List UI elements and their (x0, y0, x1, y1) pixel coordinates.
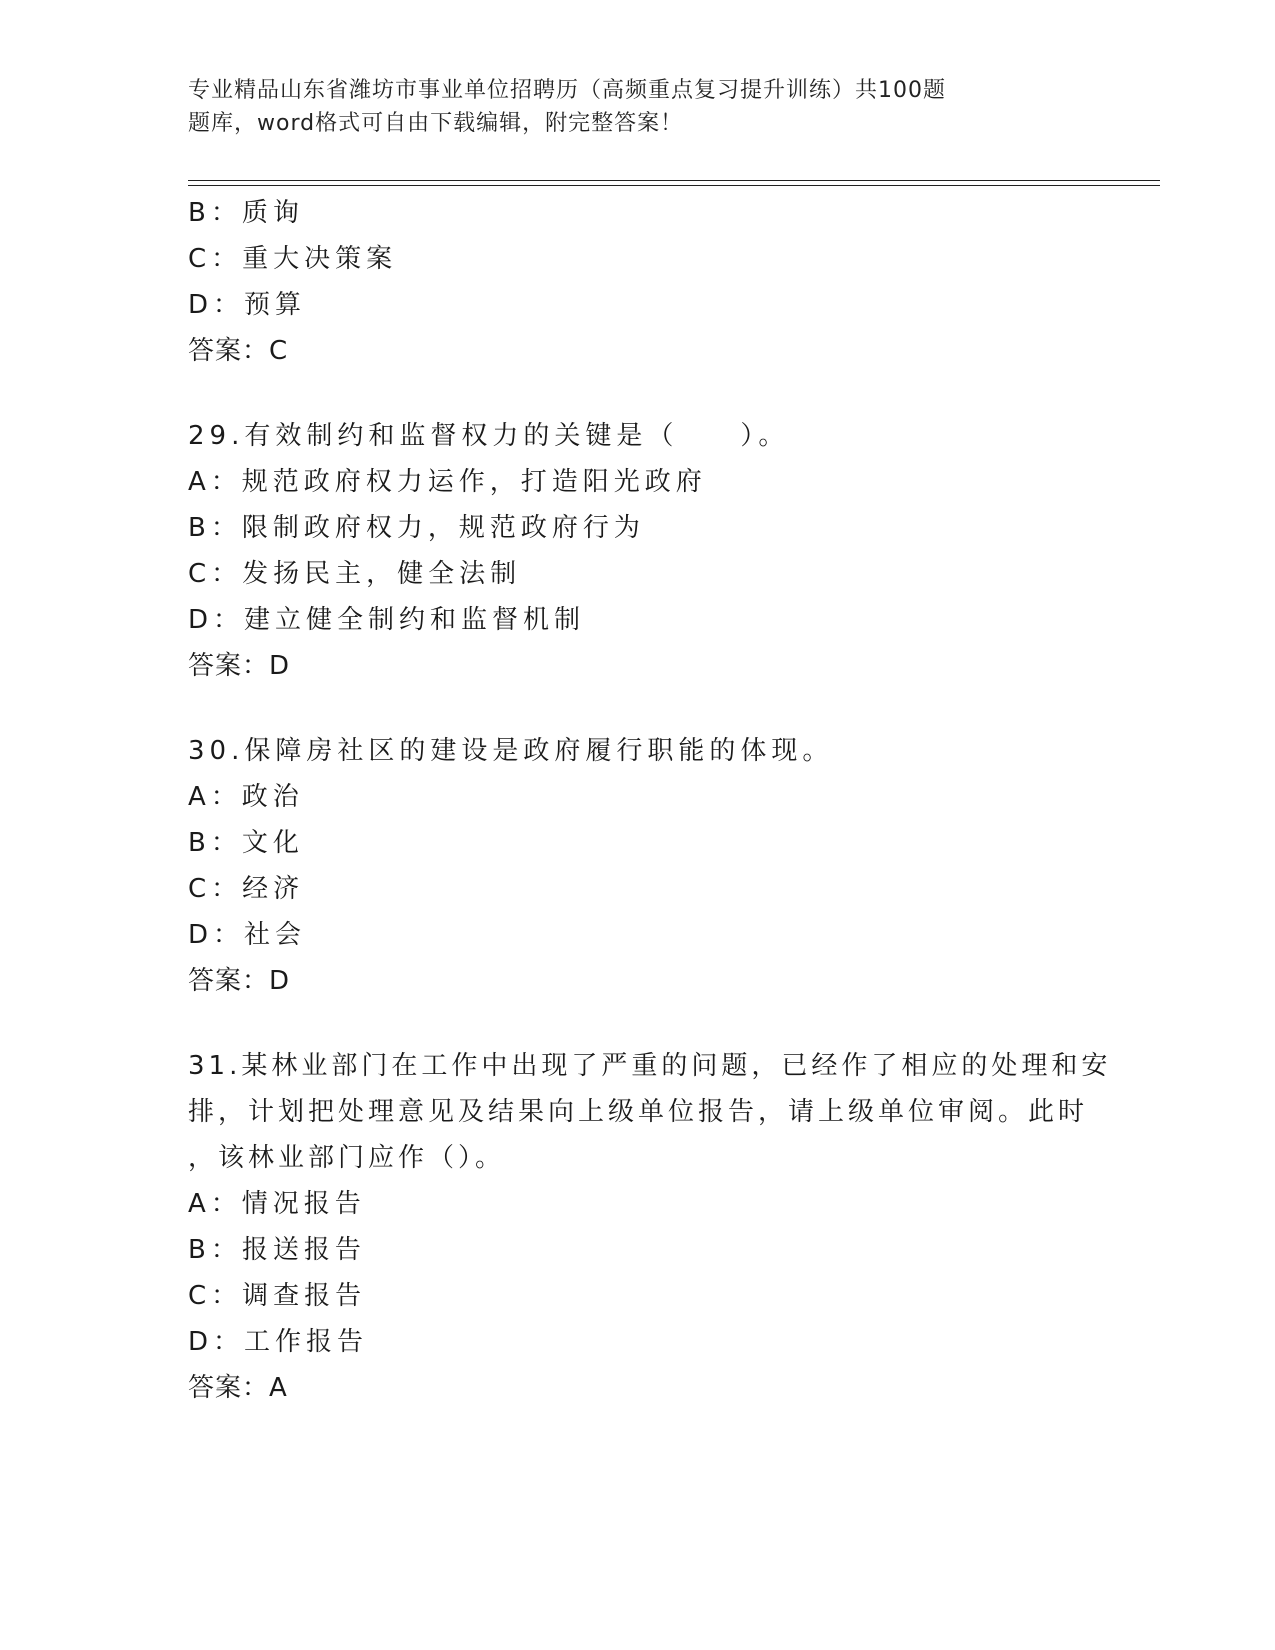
q31-question-line-1: 31.某林业部门在工作中出现了严重的问题，已经作了相应的处理和安 (188, 1051, 1112, 1081)
document-header (188, 74, 1028, 140)
q31-option-a: A：情况报告 (188, 1189, 366, 1219)
q31-option-d: D：工作报告 (188, 1327, 369, 1357)
q28-option-d: D：预算 (188, 290, 307, 320)
question-list (188, 190, 1112, 1411)
q31-option-b: B：报送报告 (188, 1235, 366, 1265)
q29-option-a: A：规范政府权力运作，打造阳光政府 (188, 467, 707, 497)
q31-question-line-2: 排，计划把处理意见及结果向上级单位报告，请上级单位审阅。此时 (188, 1097, 1089, 1127)
header-divider-top (188, 180, 1160, 181)
q31-question-line-3: ，该林业部门应作（）。 (188, 1143, 506, 1173)
q29-option-b: B：限制政府权力，规范政府行为 (188, 513, 645, 543)
q30-answer: 答案：D (188, 966, 291, 996)
q29-answer: 答案：D (188, 651, 291, 681)
q30-question: 30.保障房社区的建设是政府履行职能的体现。 (188, 736, 834, 766)
spacer (188, 374, 1088, 413)
q29-option-c: C：发扬民主，健全法制 (188, 559, 522, 589)
q30-option-a: A：政治 (188, 782, 304, 812)
q30-option-d: D：社会 (188, 920, 307, 950)
q28-option-b: B：质询 (188, 198, 304, 228)
q30-option-c: C：经济 (188, 874, 305, 904)
question-28-block (188, 190, 1088, 374)
question-30-block (188, 728, 1088, 1004)
q31-option-c: C：调查报告 (188, 1281, 367, 1311)
header-line-1: 专业精品山东省潍坊市事业单位招聘历（高频重点复习提升训练）共100题 (188, 78, 946, 103)
q29-question: 29.有效制约和监督权力的关键是（ ）。 (188, 421, 790, 451)
q29-option-d: D：建立健全制约和监督机制 (188, 605, 586, 635)
header-divider-bottom (188, 185, 1160, 186)
header-line-2: 题库，word格式可自由下载编辑，附完整答案！ (188, 111, 684, 136)
q28-option-c: C：重大决策案 (188, 244, 398, 274)
q31-answer: 答案：A (188, 1373, 288, 1403)
question-31-block (188, 1043, 1112, 1411)
q28-answer: 答案：C (188, 336, 289, 366)
question-29-block (188, 413, 1088, 689)
spacer (188, 1004, 1088, 1043)
q30-option-b: B：文化 (188, 828, 304, 858)
spacer (188, 689, 1088, 728)
